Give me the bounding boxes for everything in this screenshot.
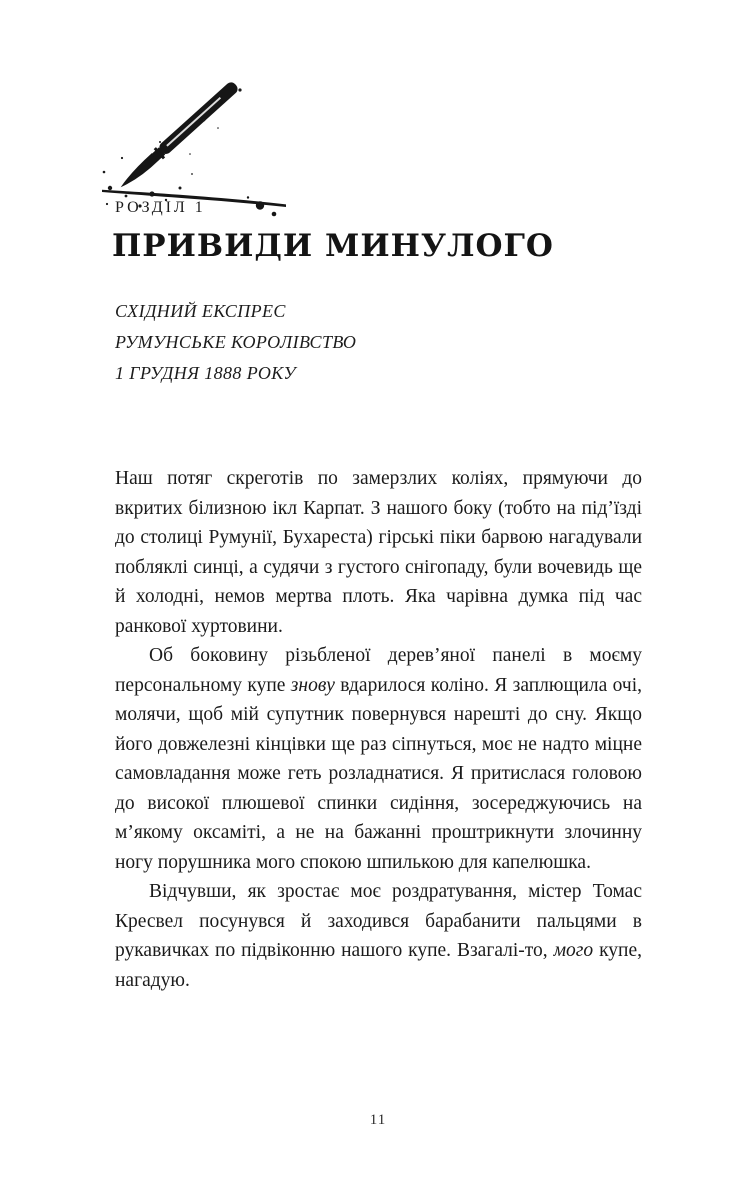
epigraph-line-date: 1 ГРУДНЯ 1888 РОКУ [115,363,296,383]
page-number: 11 [369,1112,387,1128]
epigraph-line-country: РУМУНСЬКЕ КОРОЛІВСТВО [115,332,357,352]
chapter-title: ПРИВИДИ МИНУЛОГО [112,228,554,264]
paragraph-segment: Об боковину різьбленої дерев’яної панелі в моєму персональному купе [115,645,642,696]
paragraph-italic-segment: знову [290,674,335,696]
paragraph [115,877,642,995]
epigraph [115,296,356,389]
paragraph-segment: Наш потяг скреготів по замерзлих коліях, прямуючи до вкритих білизною ікл Карпат. З нашого боку (тобто на під’їзді до столиці Румунії, Бухареста) гірські піки барвою нагадували побляклі синці, а судячи з густого снігопаду, були вочевидь ще й холодні, немов мертва плоть. Яка чарівна думка під час ранкової хуртовини. [115,468,642,637]
paragraph-segment: Відчувши, як зростає моє роздратування, містер Томас Кресвел посунувся й заходився барабанити пальцями в рукавичках по підвіконню нашого купе. Взагалі-то, [115,881,642,961]
chapter-label: РОЗДІЛ 1 [115,199,206,216]
paragraph-segment: вдарилося коліно. Я заплющила очі, молячи, щоб мій супутник повернувся нарешті до сну. Якщо його довжелезні кінцівки ще раз сіпнуться, моє не надто міцне самовладання може геть розладнатися. Я притислася головою до високої плюшевої спинки сидіння, зосереджуючись на м’якому оксаміті, а не на бажанні проштрикнути злочинну ногу порушника мого спокою шпилькою для капелюшка. [115,674,642,873]
paragraph [115,464,642,641]
paragraph-segment: купе, нагадую. [115,940,642,991]
paragraphs [115,464,642,995]
paragraph-italic-segment: мого [553,940,594,961]
epigraph-line-location: СХІДНИЙ ЕКСПРЕС [115,301,286,321]
paragraph [115,641,642,877]
